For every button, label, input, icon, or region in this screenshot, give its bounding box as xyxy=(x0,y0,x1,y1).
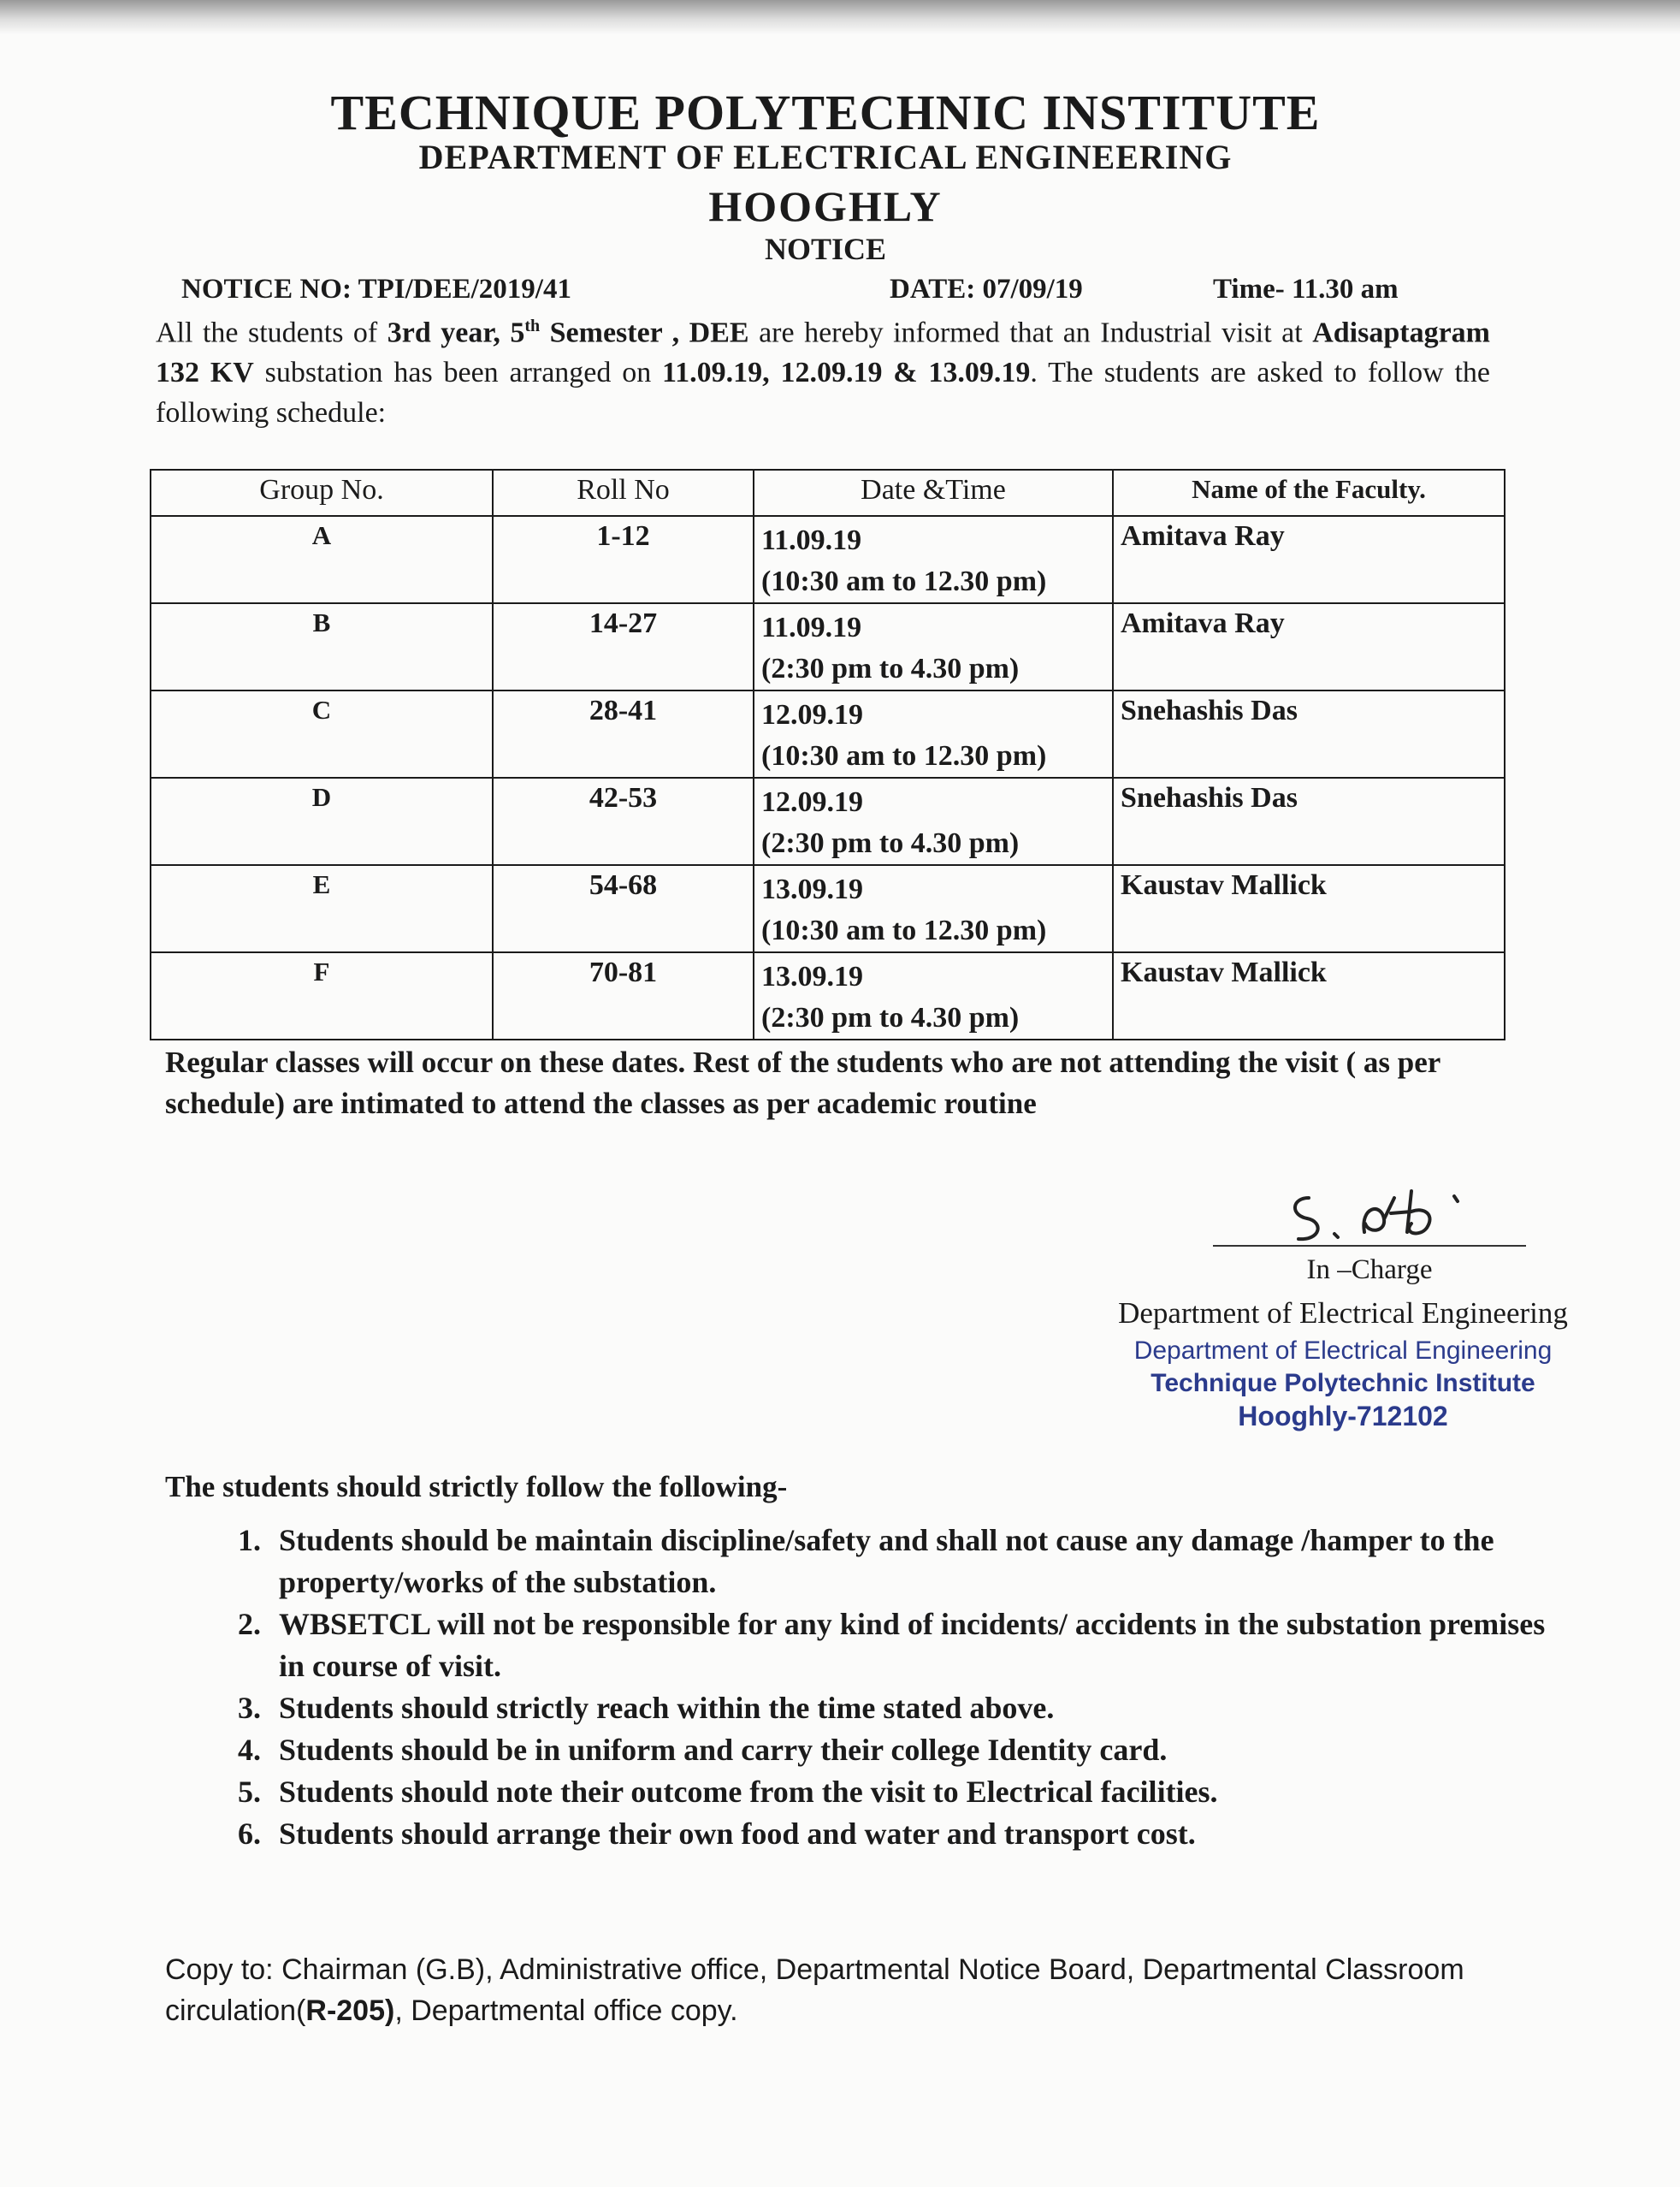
handwritten-signature xyxy=(1283,1181,1488,1249)
col-header-group: Group No. xyxy=(151,470,493,516)
table-row xyxy=(151,952,1505,1040)
department-name: DEPARTMENT OF ELECTRICAL ENGINEERING xyxy=(418,138,1233,176)
signatory-department: Department of Electrical Engineering xyxy=(1118,1296,1568,1330)
group-cell: E xyxy=(151,865,493,952)
copy-to-note: Copy to: Chairman (G.B), Administrative office, Departmental Notice Board, Departmental Classroom circulation(R-205), Departmental office copy. xyxy=(165,1953,1464,2027)
group-cell: A xyxy=(151,516,493,603)
table-row xyxy=(151,778,1505,865)
list-item: 4. Students should be in uniform and carry their college Identity card. xyxy=(269,1729,1577,1771)
roll-cell: 28-41 xyxy=(493,690,754,778)
list-item: 5. Students should note their outcome from the visit to Electrical facilities. xyxy=(269,1771,1577,1813)
table-row xyxy=(151,690,1505,778)
datetime-cell: 12.09.19 (2:30 pm to 4.30 pm) xyxy=(754,778,1113,865)
stamp-line-institute: Technique Polytechnic Institute xyxy=(1151,1369,1535,1397)
list-item: 3. Students should strictly reach within the time stated above. xyxy=(269,1687,1577,1729)
table-row xyxy=(151,603,1505,690)
datetime-cell: 11.09.19 (2:30 pm to 4.30 pm) xyxy=(754,603,1113,690)
stamp-line-department: Department of Electrical Engineering xyxy=(1133,1336,1553,1365)
faculty-cell: Snehashis Das xyxy=(1113,778,1505,865)
list-item: 6. Students should arrange their own food and water and transport cost. xyxy=(269,1813,1577,1855)
datetime-cell: 11.09.19 (10:30 am to 12.30 pm) xyxy=(754,516,1113,603)
notice-time: Time- 11.30 am xyxy=(1213,274,1399,305)
faculty-cell: Amitava Ray xyxy=(1113,603,1505,690)
institute-name: TECHNIQUE POLYTECHNIC INSTITUTE xyxy=(330,85,1321,140)
table-row xyxy=(151,516,1505,603)
schedule-table xyxy=(150,469,1505,1040)
roll-cell: 42-53 xyxy=(493,778,754,865)
rules-heading: The students should strictly follow the following- xyxy=(165,1470,788,1503)
roll-cell: 54-68 xyxy=(493,865,754,952)
intro-paragraph: All the students of 3rd year, 5th Semester , DEE are hereby informed that an Industrial visit at Adisaptagram 132 KV substation has been arranged on 11.09.19, 12.09.19 & 13.09.19. The students are asked to follow the following schedule: xyxy=(156,317,1490,430)
datetime-cell: 13.09.19 (2:30 pm to 4.30 pm) xyxy=(754,952,1113,1040)
roll-cell: 14-27 xyxy=(493,603,754,690)
col-header-faculty: Name of the Faculty. xyxy=(1113,470,1505,516)
rules-list xyxy=(214,1520,1577,1855)
faculty-cell: Kaustav Mallick xyxy=(1113,865,1505,952)
scan-edge-shadow xyxy=(0,0,1680,34)
roll-cell: 1-12 xyxy=(493,516,754,603)
table-header-row xyxy=(151,470,1505,516)
faculty-cell: Kaustav Mallick xyxy=(1113,952,1505,1040)
list-item: 2. WBSETCL will not be responsible for any kind of incidents/ accidents in the substation premises in course of visit. xyxy=(269,1603,1577,1687)
table-row xyxy=(151,865,1505,952)
list-item: 1. Students should be maintain discipline/safety and shall not cause any damage /hamper to the property/works of the substation. xyxy=(269,1520,1577,1603)
city-name: HOOGHLY xyxy=(708,182,943,230)
group-cell: B xyxy=(151,603,493,690)
group-cell: C xyxy=(151,690,493,778)
col-header-roll: Roll No xyxy=(493,470,754,516)
regular-classes-note: Regular classes will occur on these dates. Rest of the students who are not attending the visit ( as per schedule) are intimated to attend the classes as per academic routine xyxy=(165,1046,1440,1120)
roll-cell: 70-81 xyxy=(493,952,754,1040)
department-stamp xyxy=(1095,1335,1591,1432)
notice-date: DATE: 07/09/19 xyxy=(890,274,1083,305)
stamp-line-address: Hooghly-712102 xyxy=(1238,1401,1448,1431)
signatory-title: In –Charge xyxy=(1306,1254,1433,1285)
datetime-cell: 12.09.19 (10:30 am to 12.30 pm) xyxy=(754,690,1113,778)
notice-number: NOTICE NO: TPI/DEE/2019/41 xyxy=(181,274,571,305)
faculty-cell: Amitava Ray xyxy=(1113,516,1505,603)
datetime-cell: 13.09.19 (10:30 am to 12.30 pm) xyxy=(754,865,1113,952)
group-cell: D xyxy=(151,778,493,865)
signature-line xyxy=(1213,1245,1526,1247)
group-cell: F xyxy=(151,952,493,1040)
faculty-cell: Snehashis Das xyxy=(1113,690,1505,778)
col-header-datetime: Date &Time xyxy=(754,470,1113,516)
notice-heading: NOTICE xyxy=(764,232,887,266)
